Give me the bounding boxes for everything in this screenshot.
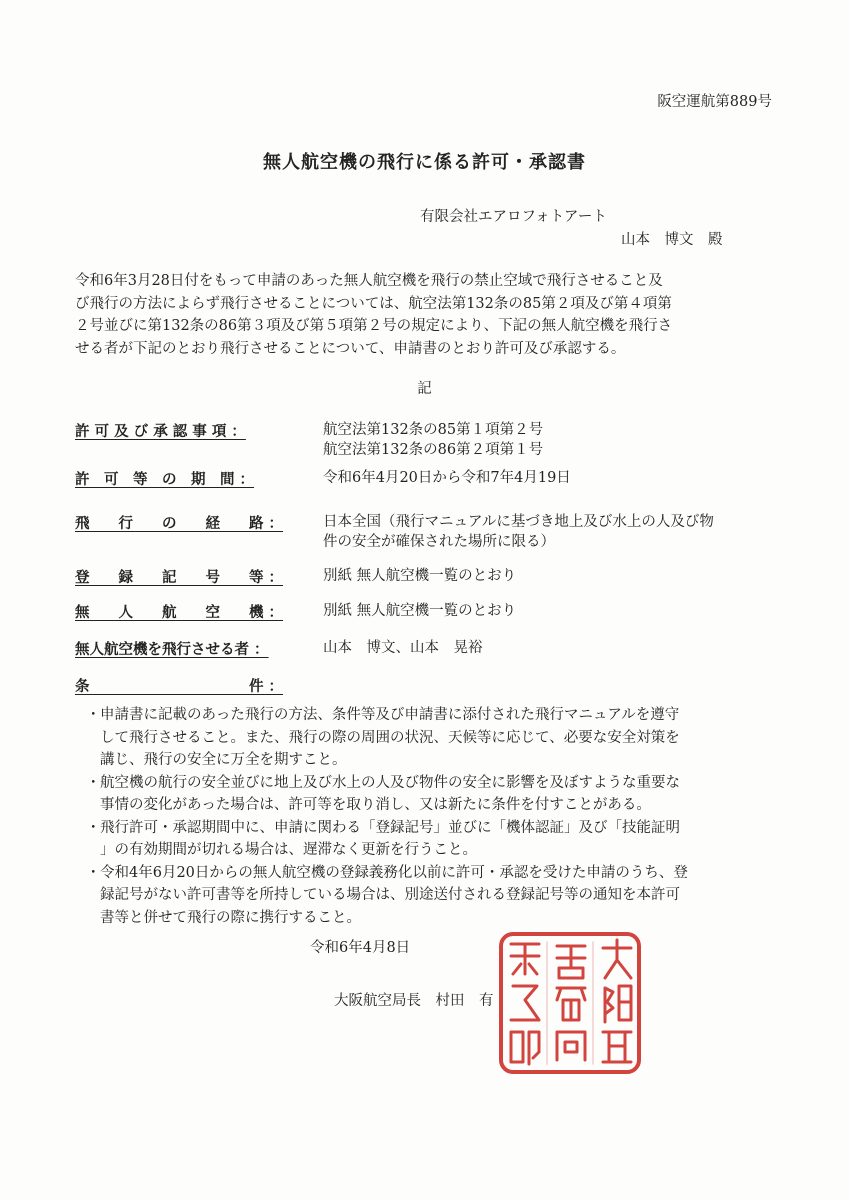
field-label-registration: 登 録 記 号 等 ： [75,569,284,586]
body-line: び飛行の方法によらず飛行させることについては、航空法第132条の85第２項及び第４項第 [75,295,672,312]
issue-date: 令和6年4月8日 [310,940,411,956]
bullet: ・ [86,774,101,791]
condition-line: 令和4年6月20日からの無人航空機の登録義務化以前に許可・承認を受けた申請のうち、登 [100,864,688,881]
field-value-line: 航空法第132条の85第１項第２号 [323,422,544,438]
field-value-permission-items [323,420,783,460]
condition-line: 申請書に記載のあった飛行の方法、条件等及び申請書に添付された飛行マニュアルを遵守 [100,707,680,723]
conditions-list [86,704,786,929]
field-label-route: 飛 行 の 経 路 ： [75,515,284,532]
list-item [86,772,786,817]
field-value-line: 航空法第132条の86第２項第１号 [323,442,544,458]
field-label-operators: 無人航空機を飛行させる者 ： [75,641,269,658]
field-value-line: 別紙 無人航空機一覧のとおり [323,568,517,584]
bullet: ・ [86,707,101,723]
condition-line: 」の有効期間が切れる場合は、遅滞なく更新を行うこと。 [100,842,477,858]
addressee-company: 有限会社エアロフォトアート [420,209,607,225]
field-value-line: 山本 博文、山本 晃裕 [323,640,483,656]
issuer-name: 大阪航空局長 村田 有 [334,993,494,1009]
condition-line: 録記号がない許可書等を所持している場合は、別途送付される登録記号等の通知を本許可 [100,887,680,903]
field-label-aircraft: 無 人 航 空 機 ： [75,604,284,621]
field-value-line: 件の安全が確保された場所に限る） [323,534,555,550]
seal-stamp-icon [495,928,645,1078]
field-value-line: 日本全国（飛行マニュアルに基づき地上及び水上の人及び物 [323,514,714,530]
body-line: 令和6年3月28日付をもって申請のあった無人航空機を飛行の禁止空域で飛行させること及 [75,273,663,289]
field-value-aircraft [323,601,783,621]
addressee-person: 山本 博文 殿 [621,232,723,248]
ki-heading: 記 [417,381,432,397]
document-number: 阪空運航第889号 [657,94,772,110]
body-line: せる者が下記のとおり飛行させることについて、申請書のとおり許可及び承認する。 [75,340,626,357]
condition-line: 講じ、飛行の安全に万全を期すこと。 [100,752,347,768]
field-value-registration [323,566,783,586]
field-value-route [323,512,783,552]
list-item [86,704,786,772]
condition-line: 航空機の航行の安全並びに地上及び水上の人及び物件の安全に影響を及ぼすような重要な [100,774,680,791]
bullet: ・ [86,864,101,881]
body-paragraph [75,270,772,360]
condition-line: して飛行させること。また、飛行の際の周囲の状況、天候等に応じて、必要な安全対策を [100,729,680,746]
field-value-period [323,468,783,488]
bullet: ・ [86,819,101,836]
official-seal [495,928,645,1078]
field-label-period: 許 可 等 の 期 間 ： [75,471,255,488]
document-title: 無人航空機の飛行に係る許可・承認書 [263,152,586,173]
condition-line: 事情の変化があった場合は、許可等を取り消し、又は新たに条件を付すことがある。 [100,797,651,813]
field-label-conditions: 条 件 ： [75,678,284,695]
field-value-line: 令和6年4月20日から令和7年4月19日 [323,470,571,486]
body-line: ２号並びに第132条の86第３項及び第５項第２号の規定により、下記の無人航空機を飛行さ [75,318,673,334]
list-item [86,862,786,930]
field-value-operators [323,638,783,658]
condition-line: 飛行許可・承認期間中に、申請に関わる「登録記号」並びに「機体認証」及び「技能証明 [100,819,680,836]
field-label-permission-items: 許 可 及 び 承 認 事 項 ： [75,423,246,440]
field-value-line: 別紙 無人航空機一覧のとおり [323,603,517,619]
list-item [86,817,786,862]
condition-line: 書等と併せて飛行の際に携行すること。 [100,909,361,926]
